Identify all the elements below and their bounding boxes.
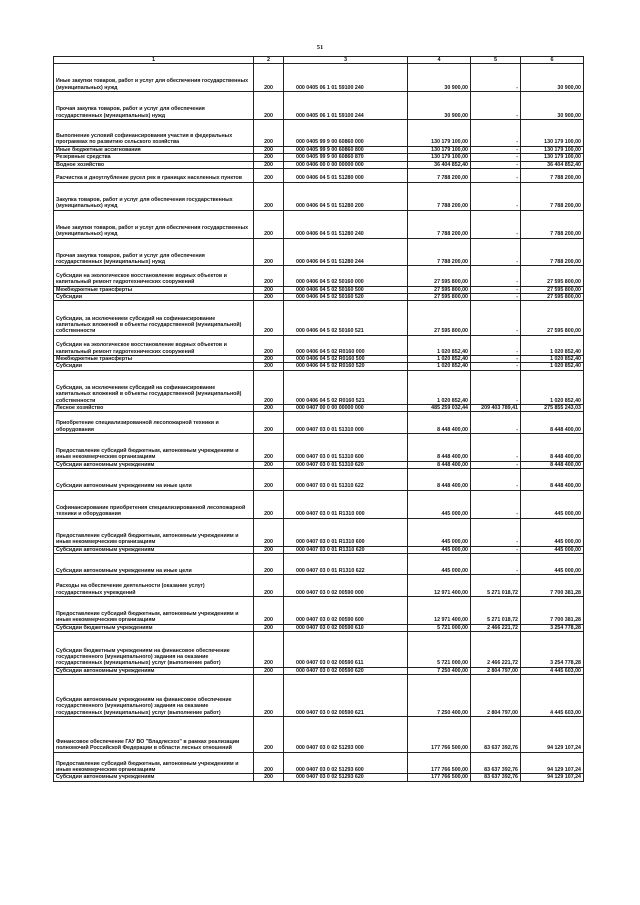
row-code: 000 0406 04 5 02 R0160 500	[284, 355, 408, 362]
row-code: 000 0407 03 0 01 51310 620	[284, 461, 408, 468]
row-grbs: 200	[254, 675, 284, 717]
row-remaining: 7 700 381,28	[521, 575, 584, 597]
row-remaining: 27 595 800,00	[521, 294, 584, 301]
row-grbs: 200	[254, 154, 284, 161]
row-plan: 7 250 400,00	[408, 675, 471, 717]
row-remaining: 130 179 100,00	[521, 146, 584, 153]
row-code: 000 0407 03 0 02 51293 620	[284, 774, 408, 781]
table-row	[54, 92, 584, 120]
column-header: 6	[521, 57, 584, 64]
row-name: Водное хозяйство	[54, 161, 254, 168]
row-executed: -	[471, 355, 521, 362]
row-executed: -	[471, 266, 521, 286]
row-code: 000 0407 03 0 01 R1310 000	[284, 490, 408, 518]
row-grbs: 200	[254, 355, 284, 362]
row-name: Межбюджетные трансферты	[54, 286, 254, 293]
row-plan: 27 595 800,00	[408, 301, 471, 335]
row-executed: 2 804 797,00	[471, 667, 521, 674]
table-row	[54, 624, 584, 631]
row-remaining: 4 445 603,00	[521, 667, 584, 674]
row-remaining: 3 254 778,28	[521, 632, 584, 668]
row-name: Софинансирование приобретения специализированной лесопожарной техники и оборудования	[54, 490, 254, 518]
row-code: 000 0406 04 5 01 51280 244	[284, 238, 408, 266]
table-row	[54, 433, 584, 461]
row-executed: 2 466 221,72	[471, 632, 521, 668]
row-plan: 130 179 100,00	[408, 120, 471, 147]
row-code: 000 0407 03 0 02 00590 620	[284, 667, 408, 674]
row-plan: 1 020 852,40	[408, 363, 471, 370]
row-executed: -	[471, 469, 521, 491]
row-code: 000 0406 04 5 01 51280 240	[284, 210, 408, 238]
row-grbs: 200	[254, 161, 284, 168]
row-plan: 7 788 200,00	[408, 238, 471, 266]
row-remaining: 4 445 603,00	[521, 675, 584, 717]
table-row	[54, 146, 584, 153]
row-plan: 7 788 200,00	[408, 210, 471, 238]
row-grbs: 200	[254, 301, 284, 335]
row-grbs: 200	[254, 286, 284, 293]
row-executed: -	[471, 182, 521, 210]
row-executed: 209 403 789,41	[471, 405, 521, 412]
row-grbs: 200	[254, 490, 284, 518]
row-executed: -	[471, 146, 521, 153]
row-name: Субсидии	[54, 363, 254, 370]
row-name: Лесное хозяйство	[54, 405, 254, 412]
row-grbs: 200	[254, 461, 284, 468]
table-row	[54, 335, 584, 355]
row-plan: 177 766 500,00	[408, 752, 471, 774]
row-grbs: 200	[254, 120, 284, 147]
row-grbs: 200	[254, 405, 284, 412]
row-plan: 1 020 852,40	[408, 355, 471, 362]
row-executed: -	[471, 64, 521, 92]
row-code: 000 0407 03 0 01 R1310 620	[284, 546, 408, 553]
row-remaining: 1 020 852,40	[521, 363, 584, 370]
row-name: Межбюджетные трансферты	[54, 355, 254, 362]
row-code: 000 0407 03 0 02 51293 600	[284, 752, 408, 774]
row-remaining: 445 000,00	[521, 546, 584, 553]
row-remaining: 445 000,00	[521, 518, 584, 546]
row-plan: 27 595 800,00	[408, 294, 471, 301]
row-name: Закупка товаров, работ и услуг для обеспечения государственных (муниципальных) нужд	[54, 182, 254, 210]
row-code: 000 0407 03 0 01 R1310 622	[284, 553, 408, 575]
table-row	[54, 64, 584, 92]
row-remaining: 8 448 400,00	[521, 461, 584, 468]
row-remaining: 275 855 243,03	[521, 405, 584, 412]
column-header: 4	[408, 57, 471, 64]
row-grbs: 200	[254, 294, 284, 301]
row-plan: 27 595 800,00	[408, 266, 471, 286]
row-plan: 130 179 100,00	[408, 154, 471, 161]
table-row	[54, 355, 584, 362]
row-code: 000 0406 04 5 02 50160 000	[284, 266, 408, 286]
table-row	[54, 490, 584, 518]
row-executed: 83 637 392,76	[471, 717, 521, 753]
row-remaining: 130 179 100,00	[521, 154, 584, 161]
row-plan: 177 766 500,00	[408, 717, 471, 753]
row-code: 000 0406 04 5 02 R0160 521	[284, 370, 408, 404]
row-plan: 36 404 852,40	[408, 161, 471, 168]
table-row	[54, 154, 584, 161]
table-row	[54, 518, 584, 546]
row-executed: 5 271 018,72	[471, 575, 521, 597]
row-grbs: 200	[254, 632, 284, 668]
row-plan: 445 000,00	[408, 490, 471, 518]
row-remaining: 30 900,00	[521, 64, 584, 92]
row-code: 000 0407 03 0 01 51310 000	[284, 412, 408, 434]
row-plan: 30 900,00	[408, 64, 471, 92]
row-executed: -	[471, 238, 521, 266]
table-row	[54, 405, 584, 412]
row-executed: -	[471, 546, 521, 553]
row-plan: 485 259 032,44	[408, 405, 471, 412]
row-code: 000 0407 03 0 02 00590 621	[284, 675, 408, 717]
row-code: 000 0407 03 0 01 51310 622	[284, 469, 408, 491]
row-remaining: 3 254 778,28	[521, 624, 584, 631]
row-grbs: 200	[254, 412, 284, 434]
row-plan: 7 788 200,00	[408, 182, 471, 210]
row-code: 000 0407 00 0 00 00000 000	[284, 405, 408, 412]
row-executed: -	[471, 490, 521, 518]
row-plan: 445 000,00	[408, 518, 471, 546]
table-row	[54, 301, 584, 335]
row-executed: -	[471, 370, 521, 404]
row-executed: -	[471, 169, 521, 183]
row-name: Субсидии автономным учреждениям	[54, 774, 254, 781]
row-plan: 30 900,00	[408, 92, 471, 120]
row-executed: 2 804 797,00	[471, 675, 521, 717]
row-executed: 83 637 392,76	[471, 752, 521, 774]
row-executed: 5 271 018,72	[471, 596, 521, 624]
row-remaining: 445 000,00	[521, 553, 584, 575]
row-grbs: 200	[254, 370, 284, 404]
row-grbs: 200	[254, 266, 284, 286]
row-name: Субсидии автономным учреждениям на финансовое обеспечение государственного (муниципального) задания на оказание государственных (муниципальных) услуг (выполнение работ)	[54, 675, 254, 717]
row-remaining: 30 900,00	[521, 92, 584, 120]
table-row	[54, 120, 584, 147]
row-plan: 130 179 100,00	[408, 146, 471, 153]
row-plan: 12 971 400,00	[408, 596, 471, 624]
table-row	[54, 675, 584, 717]
row-remaining: 445 000,00	[521, 490, 584, 518]
row-name: Субсидии автономным учреждениям	[54, 667, 254, 674]
row-plan: 5 721 000,00	[408, 624, 471, 631]
row-grbs: 200	[254, 433, 284, 461]
row-name: Субсидии автономным учреждениям	[54, 461, 254, 468]
row-remaining: 7 788 200,00	[521, 238, 584, 266]
row-remaining: 36 404 852,40	[521, 161, 584, 168]
row-remaining: 130 179 100,00	[521, 120, 584, 147]
row-grbs: 200	[254, 182, 284, 210]
row-grbs: 200	[254, 575, 284, 597]
row-code: 000 0405 06 1 01 59100 244	[284, 92, 408, 120]
table-row	[54, 294, 584, 301]
row-remaining: 94 129 107,24	[521, 752, 584, 774]
row-name: Субсидии на экологическое восстановление водных объектов и капитальный ремонт гидротехнических сооружений	[54, 266, 254, 286]
row-grbs: 200	[254, 210, 284, 238]
row-name: Предоставление субсидий бюджетным, автономным учреждениям и иным некоммерческим организациям	[54, 518, 254, 546]
row-name: Расчистка и дноуглубление русел рек в границах населенных пунктов	[54, 169, 254, 183]
table-row	[54, 632, 584, 668]
row-remaining: 1 020 852,40	[521, 355, 584, 362]
row-code: 000 0406 04 5 02 50160 500	[284, 286, 408, 293]
row-code: 000 0405 99 9 00 60860 870	[284, 154, 408, 161]
row-grbs: 200	[254, 553, 284, 575]
table-row	[54, 182, 584, 210]
row-remaining: 94 129 107,24	[521, 774, 584, 781]
row-grbs: 200	[254, 624, 284, 631]
row-plan: 445 000,00	[408, 553, 471, 575]
row-plan: 12 971 400,00	[408, 575, 471, 597]
row-name: Иные бюджетные ассигнования	[54, 146, 254, 153]
row-name: Субсидии бюджетным учреждениям на финансовое обеспечение государственного (муниципального) задания на оказание государственных (муниципальных) услуг (выполнение работ)	[54, 632, 254, 668]
table-row	[54, 667, 584, 674]
row-code: 000 0407 03 0 02 00590 611	[284, 632, 408, 668]
row-plan: 27 595 800,00	[408, 286, 471, 293]
row-grbs: 200	[254, 363, 284, 370]
row-plan: 8 448 400,00	[408, 461, 471, 468]
row-executed: -	[471, 286, 521, 293]
row-name: Субсидии, за исключением субсидий на софинансирование капитальных вложений в объекты государственной (муниципальной) собственности	[54, 301, 254, 335]
row-code: 000 0406 04 5 02 50160 521	[284, 301, 408, 335]
row-plan: 177 766 500,00	[408, 774, 471, 781]
header-row	[54, 57, 584, 64]
row-executed: -	[471, 412, 521, 434]
row-executed: -	[471, 433, 521, 461]
row-grbs: 200	[254, 667, 284, 674]
row-executed: -	[471, 92, 521, 120]
row-grbs: 200	[254, 518, 284, 546]
table-row	[54, 717, 584, 753]
row-executed: 2 466 221,72	[471, 624, 521, 631]
row-code: 000 0405 99 9 00 60860 800	[284, 146, 408, 153]
row-grbs: 200	[254, 335, 284, 355]
row-remaining: 8 448 400,00	[521, 469, 584, 491]
row-name: Субсидии автономным учреждениям на иные цели	[54, 553, 254, 575]
row-name: Предоставление субсидий бюджетным, автономным учреждениям и иным некоммерческим организациям	[54, 596, 254, 624]
row-code: 000 0407 03 0 02 51293 000	[284, 717, 408, 753]
row-name: Выполнение условий софинансирования участия в федеральных программах по развитию сельского хозяйства	[54, 120, 254, 147]
row-name: Иные закупки товаров, работ и услуг для обеспечения государственных (муниципальных) нужд	[54, 64, 254, 92]
row-code: 000 0407 03 0 02 00590 600	[284, 596, 408, 624]
row-plan: 8 448 400,00	[408, 433, 471, 461]
table-row	[54, 161, 584, 168]
row-name: Приобретение специализированной лесопожарной техники и оборудования	[54, 412, 254, 434]
row-code: 000 0406 00 0 00 00000 000	[284, 161, 408, 168]
row-name: Предоставление субсидий бюджетным, автономным учреждениям и иным некоммерческим организациям	[54, 433, 254, 461]
row-code: 000 0405 99 9 00 60860 000	[284, 120, 408, 147]
row-executed: -	[471, 461, 521, 468]
row-remaining: 7 788 200,00	[521, 182, 584, 210]
table-row	[54, 461, 584, 468]
row-executed: -	[471, 154, 521, 161]
row-remaining: 7 700 381,28	[521, 596, 584, 624]
row-grbs: 200	[254, 596, 284, 624]
table-row	[54, 752, 584, 774]
row-plan: 7 788 200,00	[408, 169, 471, 183]
row-code: 000 0405 06 1 01 59100 240	[284, 64, 408, 92]
row-code: 000 0407 03 0 01 R1310 600	[284, 518, 408, 546]
table-row	[54, 370, 584, 404]
row-code: 000 0406 04 5 01 51280 000	[284, 169, 408, 183]
row-grbs: 200	[254, 238, 284, 266]
row-remaining: 7 788 200,00	[521, 210, 584, 238]
row-grbs: 200	[254, 92, 284, 120]
table-row	[54, 412, 584, 434]
column-header: 5	[471, 57, 521, 64]
row-name: Субсидии	[54, 294, 254, 301]
row-remaining: 27 595 800,00	[521, 301, 584, 335]
row-code: 000 0406 04 5 02 R0160 000	[284, 335, 408, 355]
row-grbs: 200	[254, 752, 284, 774]
row-plan: 7 250 400,00	[408, 667, 471, 674]
row-grbs: 200	[254, 146, 284, 153]
row-code: 000 0406 04 5 01 51280 200	[284, 182, 408, 210]
row-code: 000 0406 04 5 02 R0160 520	[284, 363, 408, 370]
table-row	[54, 469, 584, 491]
column-header: 2	[254, 57, 284, 64]
row-name: Субсидии бюджетным учреждениям	[54, 624, 254, 631]
table-row	[54, 575, 584, 597]
row-code: 000 0406 04 5 02 50160 520	[284, 294, 408, 301]
row-name: Прочая закупка товаров, работ и услуг для обеспечения государственных (муниципальных) нужд	[54, 238, 254, 266]
row-name: Субсидии на экологическое восстановление водных объектов и капитальный ремонт гидротехнических сооружений	[54, 335, 254, 355]
row-code: 000 0407 03 0 02 00590 610	[284, 624, 408, 631]
row-remaining: 94 129 107,24	[521, 717, 584, 753]
row-remaining: 1 020 852,40	[521, 370, 584, 404]
row-plan: 8 448 400,00	[408, 412, 471, 434]
table-row	[54, 363, 584, 370]
row-name: Предоставление субсидий бюджетным, автономным учреждениям и иным некоммерческим организациям	[54, 752, 254, 774]
row-grbs: 200	[254, 546, 284, 553]
row-remaining: 27 595 800,00	[521, 266, 584, 286]
row-grbs: 200	[254, 64, 284, 92]
row-name: Прочая закупка товаров, работ и услуг для обеспечения государственных (муниципальных) нужд	[54, 92, 254, 120]
page-number: 51	[316, 44, 324, 51]
row-executed: 83 637 392,76	[471, 774, 521, 781]
row-executed: -	[471, 120, 521, 147]
table-row	[54, 286, 584, 293]
row-executed: -	[471, 363, 521, 370]
row-plan: 1 020 852,40	[408, 370, 471, 404]
row-executed: -	[471, 301, 521, 335]
row-plan: 1 020 852,40	[408, 335, 471, 355]
table-row	[54, 774, 584, 781]
row-remaining: 7 788 200,00	[521, 169, 584, 183]
row-executed: -	[471, 294, 521, 301]
column-header: 3	[284, 57, 408, 64]
row-executed: -	[471, 553, 521, 575]
row-remaining: 8 448 400,00	[521, 433, 584, 461]
row-remaining: 8 448 400,00	[521, 412, 584, 434]
row-executed: -	[471, 518, 521, 546]
row-name: Субсидии автономным учреждениям	[54, 546, 254, 553]
row-name: Иные закупки товаров, работ и услуг для обеспечения государственных (муниципальных) нужд	[54, 210, 254, 238]
row-name: Резервные средства	[54, 154, 254, 161]
row-plan: 5 721 000,00	[408, 632, 471, 668]
row-code: 000 0407 03 0 01 51310 600	[284, 433, 408, 461]
row-code: 000 0407 03 0 02 00590 000	[284, 575, 408, 597]
row-grbs: 200	[254, 469, 284, 491]
table-row	[54, 546, 584, 553]
row-plan: 8 448 400,00	[408, 469, 471, 491]
row-remaining: 27 595 800,00	[521, 286, 584, 293]
budget-table	[53, 56, 584, 782]
row-executed: -	[471, 335, 521, 355]
row-name: Субсидии автономным учреждениям на иные цели	[54, 469, 254, 491]
row-remaining: 1 020 852,40	[521, 335, 584, 355]
row-name: Финансовое обеспечение ГАУ ВО "Владлесхоз" в рамках реализации полномочий Российской Федерации в области лесных отношений	[54, 717, 254, 753]
table-row	[54, 596, 584, 624]
row-name: Субсидии, за исключением субсидий на софинансирование капитальных вложений в объекты государственной (муниципальной) собственности	[54, 370, 254, 404]
column-header: 1	[54, 57, 254, 64]
row-executed: -	[471, 210, 521, 238]
row-grbs: 200	[254, 169, 284, 183]
row-grbs: 200	[254, 717, 284, 753]
table-row	[54, 169, 584, 183]
table-row	[54, 210, 584, 238]
row-plan: 445 000,00	[408, 546, 471, 553]
row-name: Расходы на обеспечение деятельности (оказание услуг) государственных учреждений	[54, 575, 254, 597]
table-row	[54, 266, 584, 286]
row-grbs: 200	[254, 774, 284, 781]
table-row	[54, 238, 584, 266]
row-executed: -	[471, 161, 521, 168]
table-row	[54, 553, 584, 575]
